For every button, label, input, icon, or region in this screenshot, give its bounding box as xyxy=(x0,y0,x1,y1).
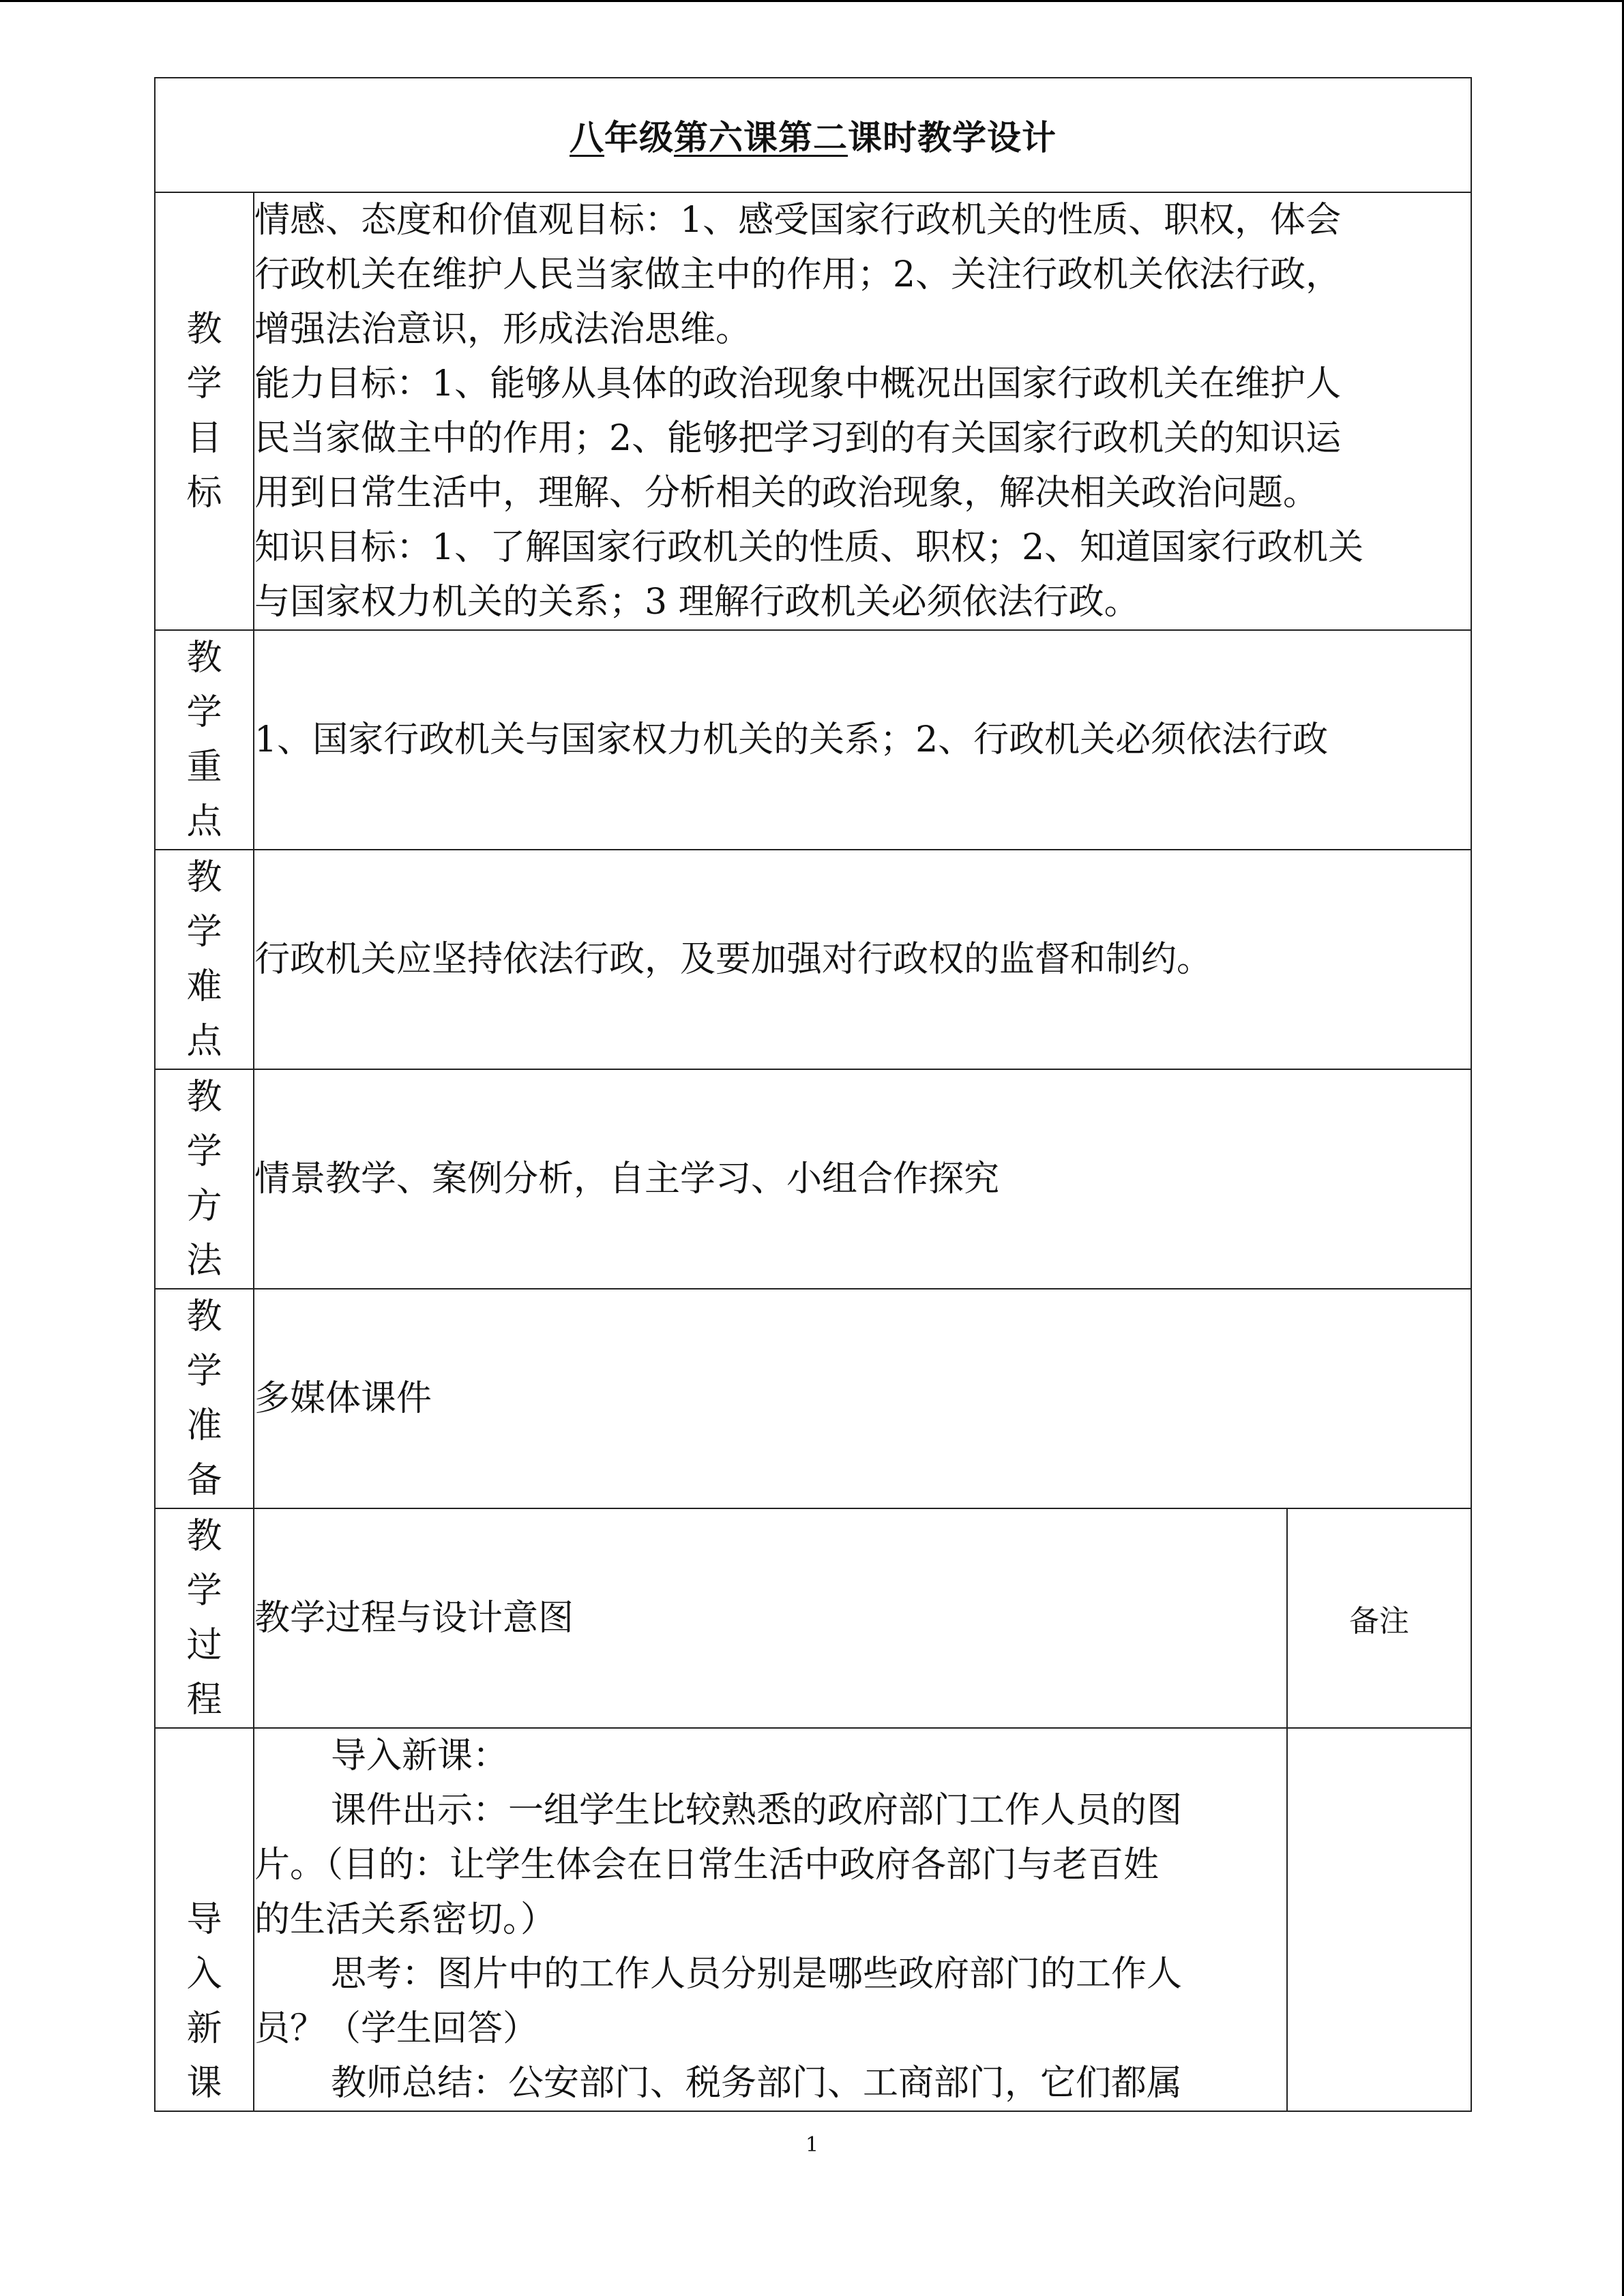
preparation-content: 多媒体课件 xyxy=(254,1289,1471,1508)
key-points-row xyxy=(155,630,1471,850)
intro-line: 片。（目的：让学生体会在日常生活中政府各部门与老百姓 xyxy=(254,1845,1160,1885)
title-cell xyxy=(155,78,1471,192)
objectives-line: 知识目标：1、了解国家行政机关的性质、职权；2、知道国家行政机关 xyxy=(254,527,1364,568)
methods-content: 情景教学、案例分析，自主学习、小组合作探究 xyxy=(254,1069,1471,1289)
objectives-row xyxy=(155,192,1471,630)
title-grade: 八 xyxy=(570,118,605,158)
key-points-label: 教 学 重 点 xyxy=(155,630,254,850)
intro-remark-cell xyxy=(1287,1728,1471,2111)
document-title xyxy=(570,118,1057,158)
difficulties-label: 教 学 难 点 xyxy=(155,850,254,1069)
lesson-plan-table xyxy=(154,77,1472,2112)
key-points-content: 1、国家行政机关与国家权力机关的关系；2、行政机关必须依法行政 xyxy=(254,630,1471,850)
objectives-line: 与国家权力机关的关系；3 理解行政机关必须依法行政。 xyxy=(254,582,1140,623)
methods-label: 教 学 方 法 xyxy=(155,1069,254,1289)
objectives-label: 教 学 目 标 xyxy=(155,192,254,630)
process-label: 教 学 过 程 xyxy=(155,1508,254,1728)
intro-content xyxy=(254,1728,1287,2111)
preparation-row xyxy=(155,1289,1471,1508)
methods-row xyxy=(155,1069,1471,1289)
objectives-line: 行政机关在维护人民当家做主中的作用；2、关注行政机关依法行政， xyxy=(254,254,1342,295)
title-grade-suffix: 年级 xyxy=(604,118,675,158)
objectives-content xyxy=(254,192,1471,630)
page-edge-top xyxy=(0,0,1624,2)
title-lesson: 第六课第二 xyxy=(674,118,848,158)
difficulties-row xyxy=(155,850,1471,1069)
objectives-line: 用到日常生活中，理解、分析相关的政治现象，解决相关政治问题。 xyxy=(254,473,1319,513)
remark-header: 备注 xyxy=(1287,1508,1471,1728)
intro-line: 教师总结：公安部门、税务部门、工商部门，它们都属 xyxy=(331,2063,1183,2104)
intro-line: 导入新课： xyxy=(331,1735,509,1776)
intro-line: 课件出示：一组学生比较熟悉的政府部门工作人员的图 xyxy=(331,1790,1183,1831)
intro-line: 员？（学生回答） xyxy=(254,2008,539,2049)
objectives-line: 能力目标：1、能够从具体的政治现象中概况出国家行政机关在维护人 xyxy=(254,363,1342,404)
intro-line: 的生活关系密切。） xyxy=(254,1899,557,1940)
process-content: 教学过程与设计意图 xyxy=(254,1508,1287,1728)
title-row xyxy=(155,78,1471,192)
intro-row xyxy=(155,1728,1471,2111)
page-number: 1 xyxy=(805,2133,819,2157)
intro-label: 导 入 新 课 xyxy=(155,1728,254,2111)
difficulties-content: 行政机关应坚持依法行政，及要加强对行政权的监督和制约。 xyxy=(254,850,1471,1069)
preparation-label: 教 学 准 备 xyxy=(155,1289,254,1508)
title-suffix: 课时教学设计 xyxy=(848,118,1057,158)
objectives-line: 情感、态度和价值观目标：1、感受国家行政机关的性质、职权，体会 xyxy=(254,200,1342,241)
objectives-line: 民当家做主中的作用；2、能够把学习到的有关国家行政机关的知识运 xyxy=(254,418,1342,459)
intro-line: 思考：图片中的工作人员分别是哪些政府部门的工作人 xyxy=(331,1954,1183,1995)
objectives-line: 增强法治意识，形成法治思维。 xyxy=(254,309,752,350)
process-row xyxy=(155,1508,1471,1728)
